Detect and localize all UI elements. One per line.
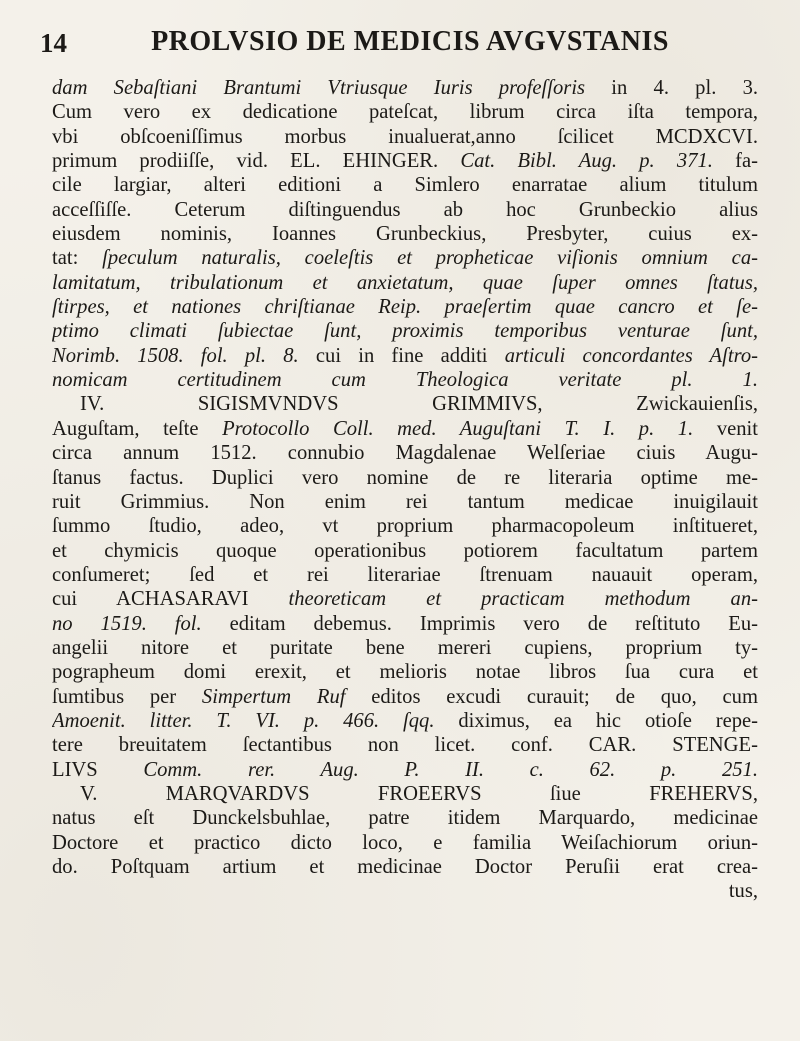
italic-text: dam Sebaſtiani Brantumi Vtriusque Iuris profeſſoris — [52, 77, 586, 99]
italic-text: articuli concordantes Aſtro- — [504, 344, 758, 367]
text-run: eiusdem nominis, Ioannes Grunbeckius, Presbyter, cuius ex- — [52, 223, 758, 246]
text-run: conſumeret; ſed et rei literariae ſtrenuam nauauit operam, — [52, 563, 758, 586]
text-line — [52, 417, 758, 441]
text-line — [52, 831, 758, 855]
text-line — [52, 368, 758, 392]
text-line — [52, 539, 758, 563]
text-line — [52, 125, 758, 149]
italic-text: Norimb. 1508. fol. pl. 8. — [52, 344, 299, 367]
text-line — [52, 636, 758, 660]
italic-text: ſtirpes, et nationes chriſtianae Reip. praeſertim quae cancro et ſe- — [52, 296, 758, 319]
text-run: circa annum 1512. connubio Magdalenae Welſeriae ciuis Augu- — [52, 442, 758, 465]
text-line — [52, 441, 758, 465]
text-run: tat: — [52, 247, 103, 270]
italic-text: Simpertum Ruf — [201, 685, 346, 708]
italic-text: nomicam certitudinem cum Theologica veritate pl. 1. — [52, 369, 758, 392]
text-run: cile largiar, alteri editioni a Simlero enarratae alium titulum — [52, 174, 758, 197]
page-header — [40, 26, 760, 66]
running-head: PROLVSIO DE MEDICIS AVGVSTANIS — [151, 26, 669, 57]
italic-text: Comm. rer. Aug. P. II. c. 62. p. 251. — [143, 758, 758, 781]
text-run: do. Poſtquam artium et medicinae Doctor Peruſii erat crea- — [52, 856, 758, 878]
text-line — [52, 173, 758, 197]
text-run: primum prodiiſſe, vid. EL. EHINGER. — [52, 150, 461, 173]
text-run: angelii nitore et puritate bene mereri cupiens, proprium ty- — [52, 636, 758, 659]
text-line — [52, 246, 758, 270]
text-line — [52, 806, 758, 830]
text-run: cui in fine additi — [298, 344, 505, 367]
text-run: IV. SIGISMVNDVS GRIMMIVS, Zwickauienſis, — [80, 393, 758, 416]
text-line — [52, 100, 758, 124]
text-run: Auguſtam, teſte — [52, 417, 223, 440]
text-line — [52, 733, 758, 757]
text-line — [52, 685, 758, 709]
text-run: editam debemus. Imprimis vero de reſtituto Eu- — [201, 612, 758, 635]
text-line — [52, 758, 758, 782]
text-run: tere breuitatem ſectantibus non licet. conf. CAR. STENGE- — [52, 734, 758, 757]
text-line — [52, 222, 758, 246]
text-run: vbi obſcoeniſſimus morbus inualuerat,anno ſcilicet MCDXCVI. — [52, 125, 758, 148]
italic-text: Amoenit. litter. T. VI. p. 466. ſqq. — [52, 709, 435, 732]
text-run: Cum vero ex dedicatione pateſcat, librum circa iſta tempora, — [52, 101, 758, 124]
text-run: venit — [693, 417, 758, 440]
text-run: tus, — [728, 880, 758, 903]
text-line — [52, 466, 758, 490]
text-line — [52, 392, 758, 416]
text-line — [52, 782, 758, 806]
text-line — [52, 660, 758, 684]
text-run: et chymicis quoque operationibus potiorem facultatum partem — [52, 539, 758, 562]
italic-text: no 1519. fol. — [52, 612, 202, 635]
italic-text: Protocollo Coll. med. Auguſtani T. I. p. 1. — [222, 417, 694, 440]
text-run: V. MARQVARDVS FROEERVS ſiue FREHERVS, — [80, 782, 758, 805]
text-line — [52, 879, 758, 903]
body-text — [52, 76, 758, 904]
text-run: diximus, ea hic otioſe repe- — [434, 709, 758, 732]
text-line — [52, 490, 758, 514]
text-run: LIVS — [52, 758, 144, 781]
text-line — [52, 587, 758, 611]
text-line — [52, 198, 758, 222]
italic-text: lamitatum, tribulationum et anxietatum, quae ſuper omnes ſtatus, — [52, 271, 758, 294]
text-run: ſtanus factus. Duplici vero nomine de re literaria optime me- — [52, 466, 758, 489]
text-run: cui ACHASARAVI — [52, 588, 289, 611]
text-line — [52, 76, 758, 100]
text-line — [52, 563, 758, 587]
text-run: natus eſt Dunckelsbuhlae, patre itidem Marquardo, medicinae — [52, 807, 758, 830]
italic-text: ptimo climati ſubiectae ſunt, proximis temporibus venturae ſunt, — [52, 320, 758, 343]
italic-text: Cat. Bibl. Aug. p. 371. — [460, 150, 713, 173]
text-run: fa- — [712, 150, 758, 173]
text-run: editos excudi curauit; de quo, cum — [345, 685, 758, 708]
text-line — [52, 709, 758, 733]
text-line — [52, 612, 758, 636]
italic-text: ſpeculum naturalis, coeleſtis et propheticae viſionis omnium ca- — [102, 247, 758, 270]
text-run: acceſſiſſe. Ceterum diſtinguendus ab hoc Grunbeckio alius — [52, 198, 758, 221]
text-line — [52, 271, 758, 295]
text-line — [52, 344, 758, 368]
italic-text: theoreticam et practicam methodum an- — [288, 588, 758, 611]
text-run: ſumtibus per — [52, 685, 202, 708]
text-run: pographeum domi erexit, et melioris notae libros ſua cura et — [52, 661, 758, 684]
text-run: Doctore et practico dicto loco, e familia Weiſachiorum oriun- — [52, 831, 758, 854]
text-run: ſummo ſtudio, adeo, vt proprium pharmacopoleum inſtitueret, — [52, 515, 758, 538]
text-line — [52, 319, 758, 343]
text-line — [52, 514, 758, 538]
text-line — [52, 855, 758, 879]
text-run: ruit Grimmius. Non enim rei tantum medicae inuigilauit — [52, 490, 758, 513]
text-line — [52, 149, 758, 173]
text-run: in 4. pl. 3. — [585, 77, 758, 99]
page-number: 14 — [40, 28, 67, 58]
text-line — [52, 295, 758, 319]
